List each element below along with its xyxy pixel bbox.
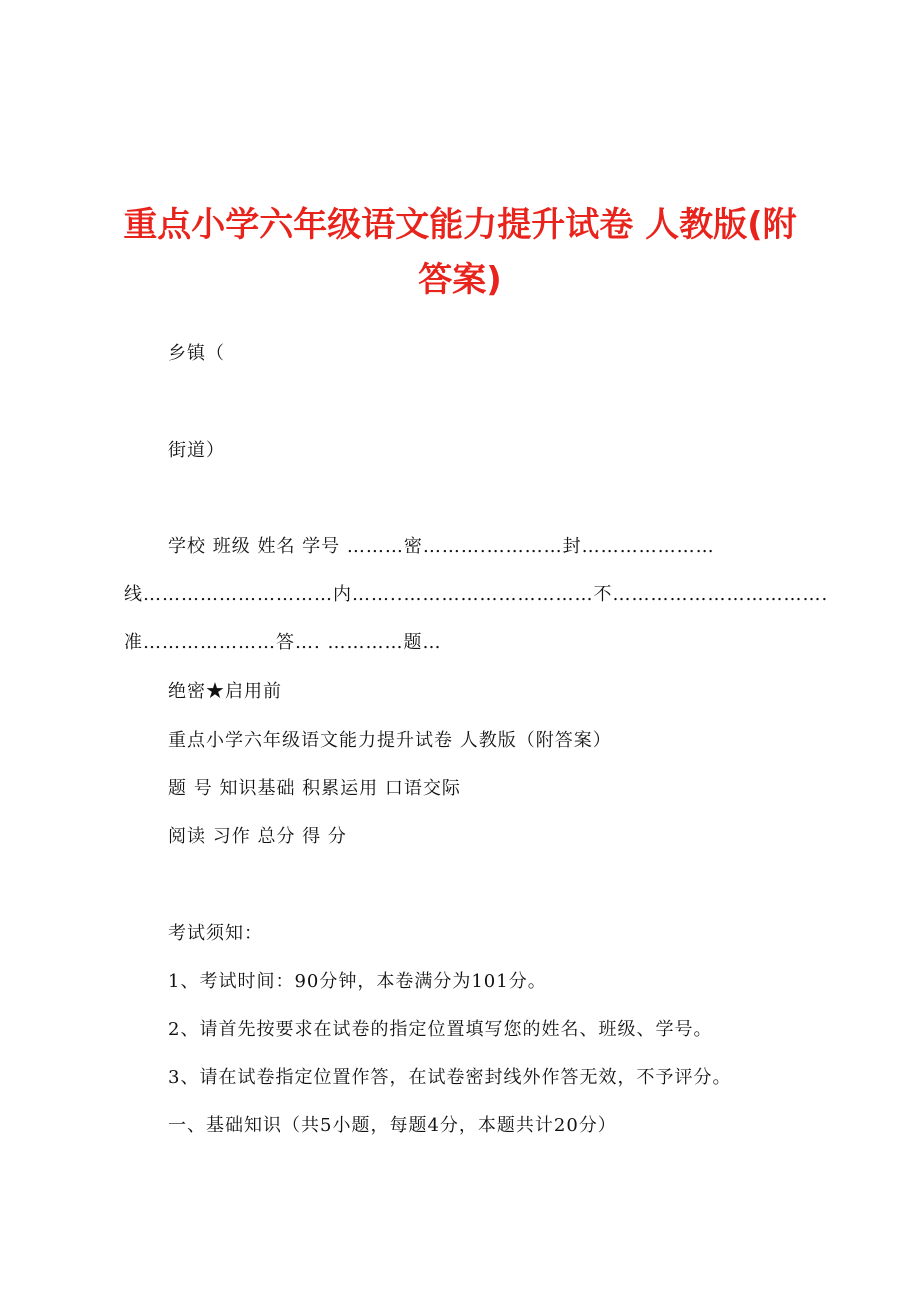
notice-heading: 考试须知： xyxy=(168,923,263,944)
notice-item-3: 3、请在试卷指定位置作答，在试卷密封线外作答无效，不予评分。 xyxy=(168,1067,732,1088)
notice-item-2: 2、请首先按要求在试卷的指定位置填写您的姓名、班级、学号。 xyxy=(168,1019,713,1040)
seal-line-1: 学校 班级 姓名 学号 ………密……….…………封………………… xyxy=(168,536,715,557)
score-table-row-2: 阅读 习作 总分 得 分 xyxy=(168,826,347,847)
document-title-line-1: 重点小学六年级语文能力提升试卷 人教版(附 xyxy=(123,205,797,245)
township-field: 乡镇（ xyxy=(168,343,225,364)
confidential-label: 绝密★启用前 xyxy=(168,681,282,702)
seal-line-3: 准…………………答…. …………题… xyxy=(124,632,442,653)
document-title-line-2: 答案) xyxy=(418,260,502,300)
score-table-row-1: 题 号 知识基础 积累运用 口语交际 xyxy=(168,778,461,799)
notice-item-1: 1、考试时间：90分钟，本卷满分为101分。 xyxy=(168,971,547,992)
exam-subtitle: 重点小学六年级语文能力提升试卷 人教版（附答案） xyxy=(168,730,612,751)
street-field: 街道） xyxy=(168,440,225,461)
seal-line-2: 线…………………………内……..…………………………不……………………………. xyxy=(124,584,829,605)
section-heading-1: 一、基础知识（共5小题，每题4分，本题共计20分） xyxy=(168,1115,617,1136)
